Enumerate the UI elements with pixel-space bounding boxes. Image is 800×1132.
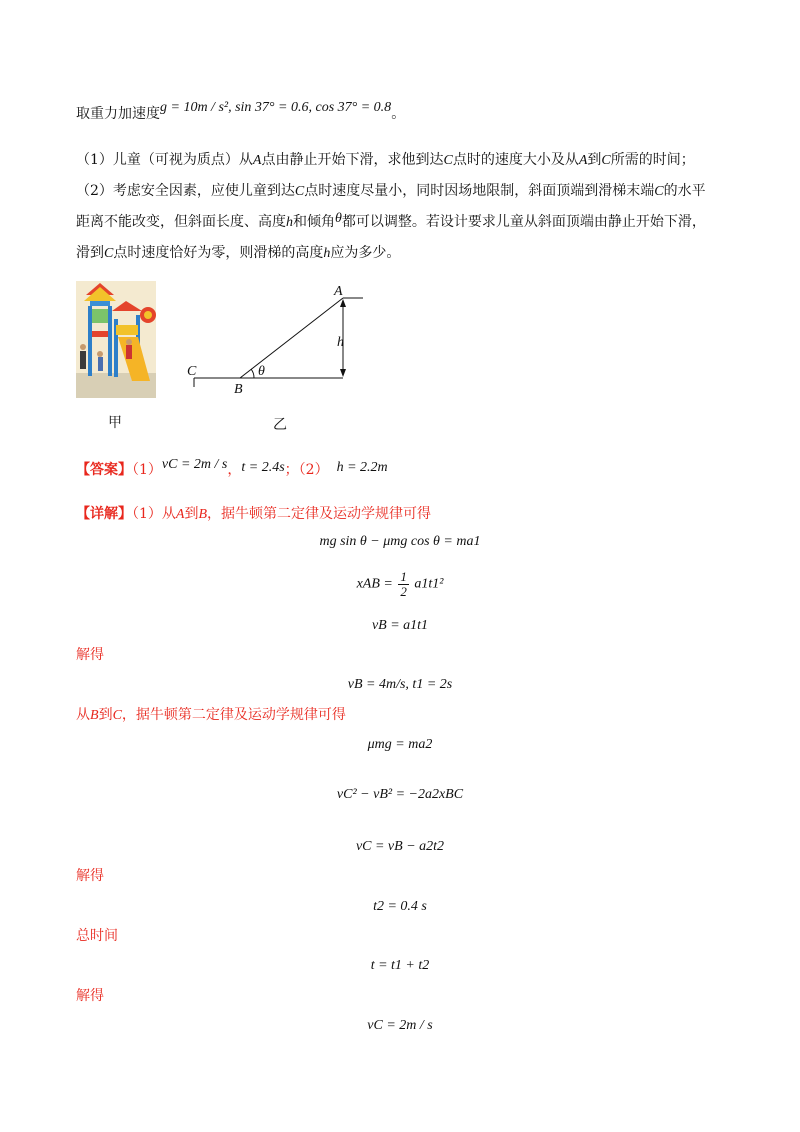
intro-end: 。 — [391, 106, 406, 122]
q2-text-2b: 和倾角 — [293, 214, 335, 230]
q2-h: h — [286, 215, 293, 230]
answer-comma: ， — [227, 462, 242, 478]
answer-velocity: vC = 2m / s — [161, 457, 228, 472]
q2-text-2a: 距离不能改变，但斜面长度、高度 — [76, 214, 286, 230]
detail-s2c: ，据牛顿第二定律及运动学规律可得 — [121, 707, 346, 723]
eq2-lhs: xAB = — [356, 576, 393, 592]
q2-text-2c: 都可以调整。若设计要求儿童从斜面顶端由静止开始下滑， — [341, 214, 706, 230]
incline-line — [240, 298, 343, 378]
angle-arc — [251, 369, 254, 378]
height-h-label: h — [337, 335, 344, 350]
q1-point-a: A — [252, 153, 262, 168]
q2-point-c2: C — [654, 184, 664, 199]
q1-text-a: （1）儿童（可视为质点）从 — [76, 152, 253, 168]
answer-part1: （1） — [132, 462, 162, 478]
equation-friction: μmg = ma2 — [367, 737, 433, 752]
detail-s1b: 到 — [184, 506, 199, 522]
equation-total-time: t = t1 + t2 — [370, 958, 430, 973]
q2-point-c3: C — [104, 246, 114, 261]
equation-velocity-b: vB = a1t1 — [371, 618, 429, 633]
detail-point-c: C — [112, 708, 122, 723]
equation-displacement — [0, 570, 800, 599]
q1-text-d: 到 — [587, 152, 602, 168]
q2-point-c: C — [294, 184, 305, 199]
detail-s2b: 到 — [98, 707, 113, 723]
figure-label-left: 甲 — [108, 415, 122, 431]
eq2-rhs: a1t1² — [414, 576, 444, 592]
angle-theta-label: θ — [258, 364, 265, 379]
equation-result-2: t2 = 0.4 s — [373, 899, 427, 914]
answer-separator: ；（2） — [284, 462, 329, 478]
q2-text-1b: 点时速度尽量小，同时因场地限制，斜面顶端到滑梯末端 — [304, 183, 655, 199]
answer-line — [76, 457, 388, 481]
q2-text-1a: （2）考虑安全因素，应使儿童到达 — [76, 183, 295, 199]
q2-theta: θ — [335, 211, 342, 226]
q1-point-a2: A — [578, 153, 588, 168]
q2-text-1c: 的水平 — [663, 183, 706, 199]
equation-result-1: vB = 4m/s, t1 = 2s — [347, 677, 453, 692]
q1-text-e: 所需的时间； — [610, 152, 695, 168]
solve-label-2: 解得 — [76, 868, 104, 884]
height-arrow-down-head — [340, 369, 346, 377]
eq2-numerator: 1 — [400, 569, 407, 584]
question-1 — [76, 150, 695, 171]
equation-kinematics: vC² − vB² = −2a2xBC — [336, 787, 464, 802]
point-a-label: A — [334, 284, 343, 299]
equation-result-3: vC = 2m / s — [367, 1018, 433, 1033]
q2-h2: h — [323, 246, 331, 261]
incline-diagram-svg — [180, 276, 380, 406]
solve-label-3: 解得 — [76, 988, 104, 1004]
detail-s1c: ，据牛顿第二定律及运动学规律可得 — [207, 506, 432, 522]
detail-s1a: （1）从 — [132, 506, 176, 522]
playground-slide-illustration — [76, 281, 156, 398]
q2-text-3c: 应为多少。 — [330, 245, 401, 261]
detail-line-1 — [76, 504, 431, 525]
intro-formula: g = 10m / s², sin 37° = 0.6, cos 37° = 0.8 — [160, 100, 392, 115]
incline-diagram — [180, 276, 380, 406]
eq2-denominator: 2 — [400, 584, 407, 599]
answer-tag: 【答案】 — [76, 462, 132, 478]
solve-label-1: 解得 — [76, 647, 104, 663]
detail-line-2 — [76, 705, 346, 726]
equation-newton-incline: mg sin θ − μmg cos θ = ma1 — [319, 534, 481, 549]
figure-label-right: 乙 — [273, 417, 287, 433]
detail-point-b: B — [198, 507, 208, 522]
question-2-line-2 — [76, 212, 706, 233]
intro-text: 取重力加速度 — [76, 106, 160, 122]
q1-text-b: 点由静止开始下滑，求他到达 — [261, 152, 444, 168]
equation-velocity-c: vC = vB − a2t2 — [355, 839, 445, 854]
q1-point-c2: C — [601, 153, 611, 168]
answer-height: h = 2.2m — [336, 460, 388, 475]
detail-tag: 【详解】 — [76, 506, 132, 522]
q1-point-c: C — [443, 153, 453, 168]
intro-line — [76, 100, 406, 125]
point-c-label: C — [187, 364, 197, 379]
eq2-fraction — [398, 570, 409, 599]
q2-text-3a: 滑到 — [76, 245, 104, 261]
slide-photo — [76, 281, 156, 398]
detail-point-b2: B — [90, 708, 99, 723]
detail-point-a: A — [175, 507, 185, 522]
point-b-label: B — [234, 382, 243, 397]
detail-s2a: 从 — [76, 707, 90, 723]
question-2-line-3 — [76, 243, 400, 264]
answer-time: t = 2.4s — [241, 460, 285, 475]
total-time-label: 总时间 — [76, 928, 118, 944]
q2-text-3b: 点时速度恰好为零，则滑梯的高度 — [113, 245, 324, 261]
question-2-line-1 — [76, 181, 706, 202]
q1-text-c: 点时的速度大小及从 — [452, 152, 579, 168]
